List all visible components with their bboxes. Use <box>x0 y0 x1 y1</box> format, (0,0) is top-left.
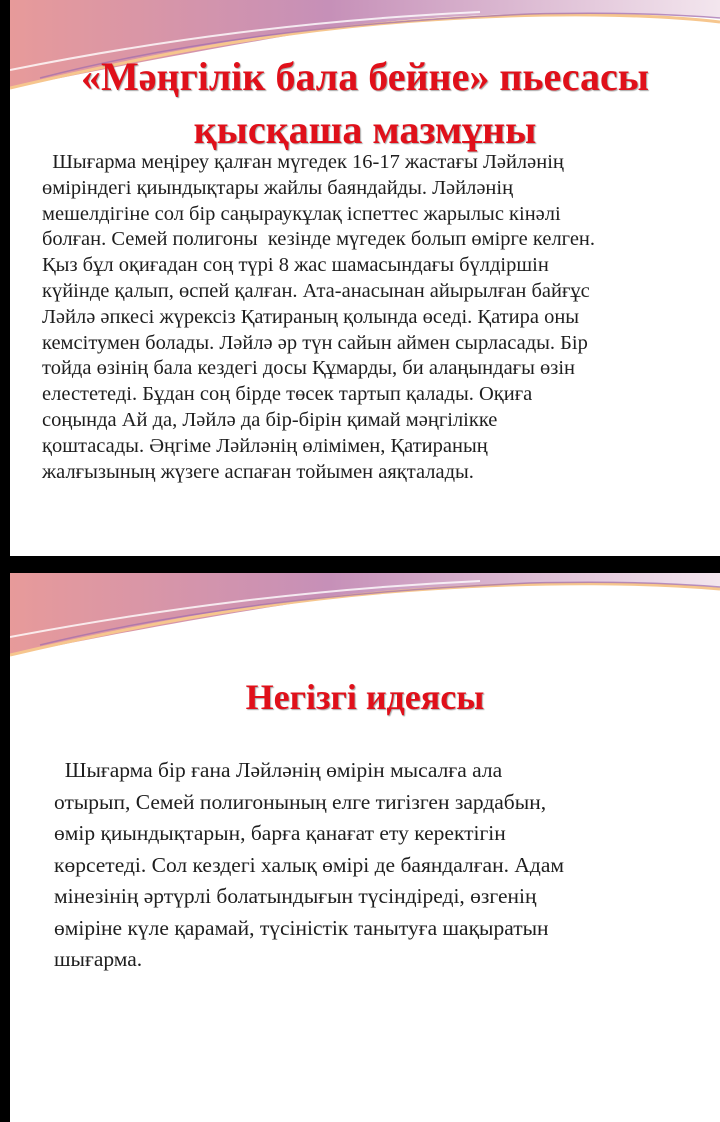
text-line: жалғызының жүзеге аспаған тойымен аяқталады. <box>42 460 474 483</box>
main-idea-paragraph <box>54 755 694 976</box>
text-line: Шығарма меңіреу қалған мүгедек 16-17 жастағы Ләйләнің <box>42 151 564 173</box>
text-line: кемсітумен болады. Ләйлә әр түн сайын аймен сырласады. Бір <box>42 331 588 354</box>
slide-title <box>10 50 720 156</box>
text-line: Қыз бұл оқиғадан соң түрі 8 жас шамасындағы бүлдіршін <box>42 254 549 277</box>
text-line: Ләйлә әпкесі жүрексіз Қатираның қолында өседі. Қатира оны <box>42 305 580 328</box>
text-line: өміріне күле қарамай, түсіністік танытуға шақыратын <box>54 915 549 940</box>
decorative-wave-header <box>10 573 720 673</box>
text-line: Шығарма бір ғана Ләйләнің өмірін мысалға ала <box>54 758 503 782</box>
text-line: мешелдігіне сол бір саңыраукұлақ іспеттес жарылыс кінәлі <box>42 202 561 225</box>
text-line: өміріндегі қиындықтары жайлы баяндайды. Ләйләнің <box>42 176 514 199</box>
text-line: болған. Семей полигоны кезінде мүгедек болып өмірге келген. <box>42 228 596 251</box>
text-line: өмір қиындықтарын, барға қанағат ету керектігін <box>54 821 506 845</box>
text-line: соңында Ай да, Ләйлә да бір-бірін қимай мәңгілікке <box>42 408 498 431</box>
slide-main-idea <box>10 573 720 1122</box>
slide-summary <box>10 0 720 556</box>
text-line: мінезінің әртүрлі болатындығын түсіндіреді, өзгенің <box>54 884 537 908</box>
text-line: көрсетеді. Сол кездегі халық өмірі де баяндалған. Адам <box>54 852 564 877</box>
text-line: шығарма. <box>54 947 143 971</box>
text-line: отырып, Семей полигонының елге тигізген зардабын, <box>54 789 547 814</box>
text-line: қоштасады. Әңгіме Ләйләнің өлімімен, Қатираның <box>42 434 488 457</box>
text-line: тойда өзінің бала кездегі досы Құмарды, би алаңындағы өзін <box>42 357 575 380</box>
text-line: күйінде қалып, өспей қалған. Ата-анасынан айырылған байғұс <box>42 279 590 302</box>
slide-title: Негізгі идеясы <box>245 677 485 717</box>
title-line: «Мәңгілік бала бейне» пьесасы <box>81 54 649 99</box>
title-line: қысқаша мазмұны <box>193 107 537 152</box>
summary-paragraph <box>42 150 717 485</box>
text-line: елестетеді. Бұдан соң бірде төсек тартып қалады. Оқиға <box>42 383 533 406</box>
